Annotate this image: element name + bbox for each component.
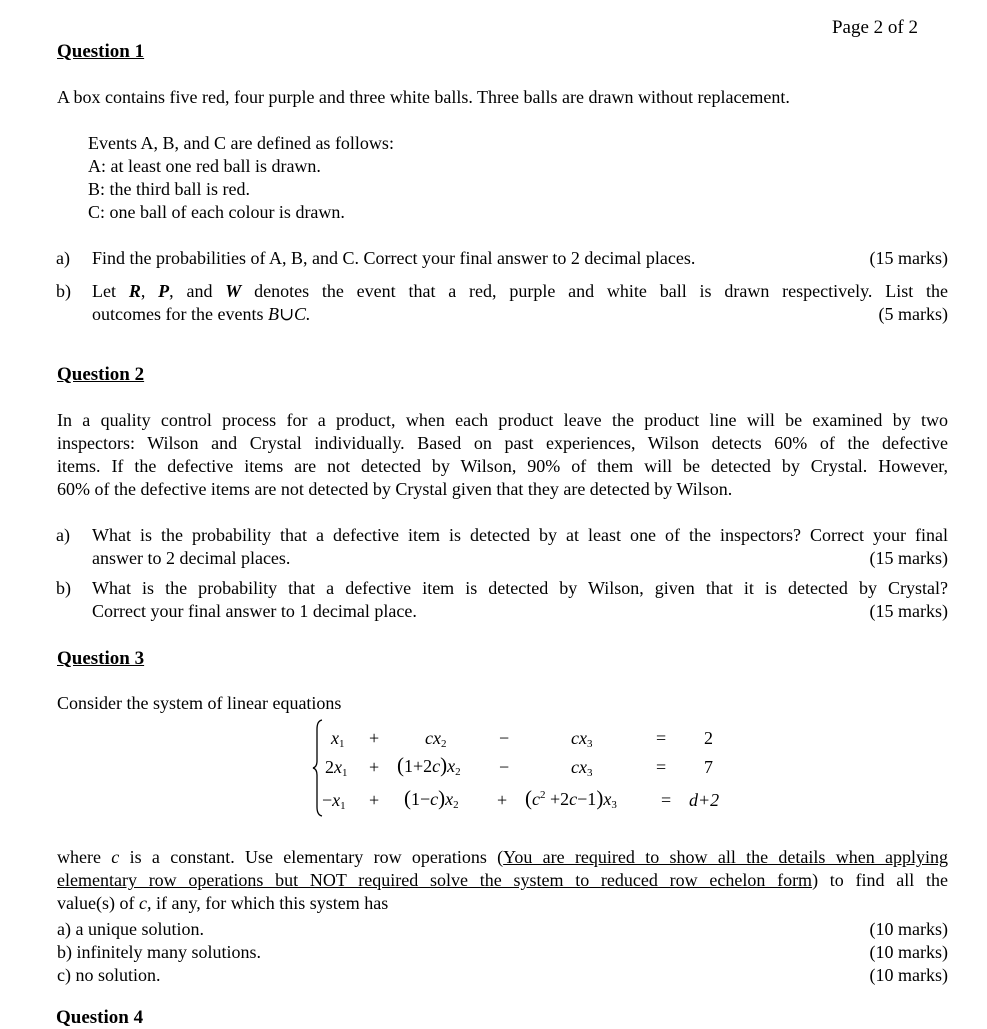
question-4-heading-partial xyxy=(56,1004,176,1028)
eq1-minus: − xyxy=(499,728,510,748)
eq3-plus2: + xyxy=(497,790,508,810)
eq3-coef-x2: $(1-c)x_2$ xyxy=(404,786,459,811)
eq3-plus: + xyxy=(369,790,380,810)
q3-option-c: c) no solution. xyxy=(57,965,161,985)
q3-where-start: where xyxy=(57,847,101,867)
eq2-coef-x2: $(1+2c)x_2$ xyxy=(397,753,461,778)
eq2-rhs: 7 xyxy=(704,757,713,777)
q1-part-b-let: Let xyxy=(92,281,116,301)
eq3-equals: = xyxy=(661,790,672,810)
q3-option-b-marks: (10 marks) xyxy=(869,942,948,962)
q1-part-b-marks: (5 marks) xyxy=(878,304,948,324)
eq1-cx2: $cx_2$ xyxy=(425,728,447,750)
q1-part-b-rest: denotes the event that a red, purple and white ball is drawn respectively. List the xyxy=(254,281,949,301)
q1-part-b-line2-text: outcomes for the events xyxy=(92,304,264,324)
eq2-plus: + xyxy=(369,757,380,777)
q3-where-ul1: You are required to show all the details when applying xyxy=(503,847,949,867)
question-2-heading: Question 2 xyxy=(57,364,145,385)
q2-part-b-marks: (15 marks) xyxy=(869,601,948,621)
q2-para-line3: items. If the defective items are not detected by Wilson, 90% of them will be detected by Crystal. However, xyxy=(57,456,948,476)
eq2-2x1: $2x_1$ xyxy=(325,757,348,779)
q1-part-b-label: b) xyxy=(56,281,71,301)
q2-part-b-line2: Correct your final answer to 1 decimal place. xyxy=(92,601,417,621)
eq1-x1: $x_1$ xyxy=(331,728,345,750)
q1-events-intro: Events A, B, and C are defined as follows: xyxy=(88,133,394,153)
q1-part-a-text: Find the probabilities of A, B, and C. Correct your final answer to 2 decimal places. xyxy=(92,248,696,268)
q1-part-b-r: R xyxy=(128,281,141,301)
q3-option-a-marks: (10 marks) xyxy=(869,919,948,939)
q3-where-ul2: elementary row operations but NOT required solve the system to reduced row echelon form xyxy=(57,870,813,890)
q2-para-line1: In a quality control process for a product, when each product leave the product line will be examined by two xyxy=(57,410,948,430)
q1-intro: A box contains five red, four purple and three white balls. Three balls are drawn without replacement. xyxy=(57,87,790,107)
q3-option-b: b) infinitely many solutions. xyxy=(57,942,261,962)
eq1-equals: = xyxy=(656,728,667,748)
eq1-plus: + xyxy=(369,728,380,748)
q3-intro: Consider the system of linear equations xyxy=(57,693,342,713)
q1-event-b: B: the third ball is red. xyxy=(88,179,250,199)
q1-part-b-and: and xyxy=(186,281,213,301)
eq1-rhs: 2 xyxy=(704,728,713,748)
eq1-cx3: $cx_3$ xyxy=(571,728,593,750)
eq3-coef-x3: $(c^2 +2c-1)x_3$ xyxy=(525,786,617,811)
q1-part-b-set: B∪C. xyxy=(267,304,311,324)
q2-part-b-label: b) xyxy=(56,578,71,598)
eq3-rhs: d+2 xyxy=(689,790,720,810)
question-3-heading: Question 3 xyxy=(57,648,145,669)
q2-part-a-label: a) xyxy=(56,525,70,545)
q1-part-b-w: W xyxy=(225,281,242,301)
q2-part-b-line1: What is the probability that a defective item is detected by Wilson, given that it is detected by Crystal? xyxy=(92,578,948,598)
eq2-cx3: $cx_3$ xyxy=(571,757,593,779)
q2-para-line2: inspectors: Wilson and Crystal individually. Based on past experiences, Wilson detects 60% of the defective xyxy=(57,433,948,453)
q1-event-a: A: at least one red ball is drawn. xyxy=(88,156,321,176)
q1-part-a-marks: (15 marks) xyxy=(869,248,948,268)
q3-option-c-marks: (10 marks) xyxy=(869,965,948,985)
q3-where-c: c xyxy=(111,847,120,867)
eq3-neg-x1: $-x_1$ xyxy=(322,790,346,812)
q3-value-start: value(s) of xyxy=(57,893,135,913)
q3-where-line1 xyxy=(57,846,948,869)
q2-part-a-line2: answer to 2 decimal places. xyxy=(92,548,291,568)
q3-where-mid: is a constant. Use elementary row operations ( xyxy=(129,847,504,867)
question-4-heading-text: Question 4 xyxy=(56,1007,144,1028)
q3-value-line xyxy=(57,892,388,915)
q1-part-b-line2 xyxy=(92,303,311,326)
q1-part-b-p: P xyxy=(158,281,170,301)
q3-option-a: a) a unique solution. xyxy=(57,919,204,939)
q2-part-a-marks: (15 marks) xyxy=(869,548,948,568)
q3-where-end: ) to find all the xyxy=(812,870,948,890)
q3-where-line2 xyxy=(57,869,948,892)
q1-event-c: C: one ball of each colour is drawn. xyxy=(88,202,345,222)
eq2-minus: − xyxy=(499,757,510,777)
q3-value-end: if any, for which this system has xyxy=(155,893,389,913)
eq2-equals: = xyxy=(656,757,667,777)
q3-value-c: c, xyxy=(138,893,152,913)
q1-part-a-label: a) xyxy=(56,248,70,268)
question-1-heading: Question 1 xyxy=(57,41,145,62)
q1-part-b-line1: Let R, P, and W denotes the event that a red, purple and white ball is drawn respectively. List the xyxy=(92,281,949,301)
q2-para-line4: 60% of the defective items are not detected by Crystal given that they are detected by Wilson. xyxy=(57,479,733,499)
page-number: Page 2 of 2 xyxy=(831,17,918,38)
q2-part-a-line1: What is the probability that a defective item is detected by at least one of the inspectors? Correct your final xyxy=(92,525,948,545)
